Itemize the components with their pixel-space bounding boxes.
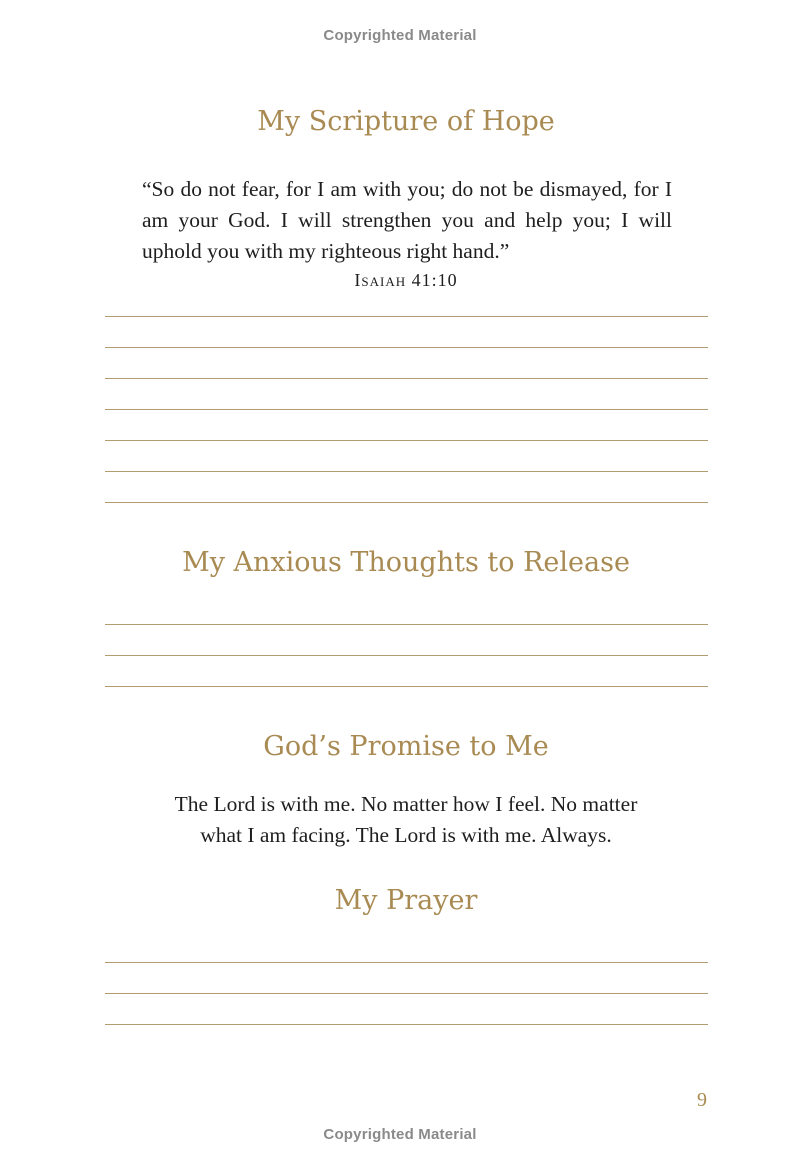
scripture-writing-lines — [105, 286, 708, 503]
writing-line — [105, 348, 708, 379]
writing-line — [105, 625, 708, 656]
writing-line — [105, 994, 708, 1025]
scripture-citation: Isaiah 41:10 — [354, 270, 458, 290]
anxious-thoughts-heading: My Anxious Thoughts to Release — [182, 547, 630, 578]
page-number: 9 — [697, 1089, 707, 1111]
scripture-quote: “So do not fear, for I am with you; do not be dismayed, for I am your God. I will strengthen you and help you; I will uphold you with my righteous right hand.” — [142, 177, 672, 263]
writing-line — [105, 379, 708, 410]
writing-line — [105, 932, 708, 963]
writing-line — [105, 410, 708, 441]
promise-line-2: what I am facing. The Lord is with me. Always. — [200, 823, 612, 847]
writing-line — [105, 286, 708, 317]
writing-line — [105, 441, 708, 472]
writing-line — [105, 963, 708, 994]
promise-heading: God’s Promise to Me — [263, 731, 549, 762]
writing-line — [105, 594, 708, 625]
prayer-writing-lines — [105, 932, 708, 1025]
writing-line — [105, 656, 708, 687]
prayer-heading: My Prayer — [334, 885, 478, 916]
promise-line-1: The Lord is with me. No matter how I feel. No matter — [174, 792, 638, 816]
scripture-heading: My Scripture of Hope — [257, 106, 555, 137]
copyright-watermark-top: Copyrighted Material — [323, 27, 477, 44]
writing-line — [105, 472, 708, 503]
anxious-thoughts-writing-lines — [105, 594, 708, 687]
promise-text — [0, 789, 800, 851]
writing-line — [105, 317, 708, 348]
copyright-watermark-bottom: Copyrighted Material — [323, 1126, 477, 1143]
